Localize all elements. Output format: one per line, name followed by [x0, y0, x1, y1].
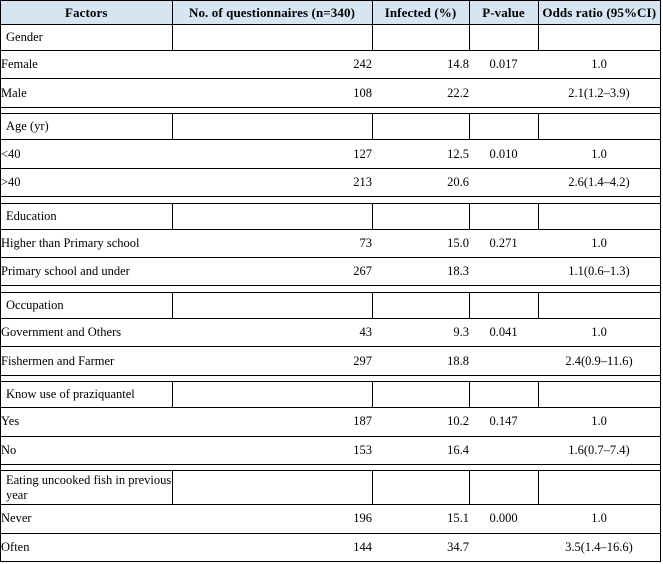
table-header-row	[1, 1, 660, 25]
cell-infected: 20.6	[447, 174, 469, 189]
group-spacer	[372, 292, 469, 318]
table-row	[1, 319, 660, 347]
cell-questionnaires: 213	[353, 174, 372, 189]
group-spacer	[469, 471, 538, 505]
cell-pvalue: 0.041	[469, 319, 538, 347]
group-heading-row	[1, 203, 660, 229]
cell-factor: Yes	[1, 408, 172, 436]
column-header-factors: Factors	[1, 1, 172, 25]
group-spacer	[538, 114, 660, 140]
cell-questionnaires: 153	[353, 442, 372, 457]
cell-factor: Primary school and under	[1, 264, 130, 279]
column-header-pvalue: P-value	[469, 1, 538, 25]
cell-odds-ratio: 1.0	[538, 140, 660, 168]
cell-pvalue	[469, 79, 538, 107]
cell-pvalue: 0.017	[469, 51, 538, 79]
group-spacer	[372, 382, 469, 408]
cell-factor: Government and Others	[1, 319, 172, 347]
column-header-odds-ratio: Odds ratio (95%CI)	[538, 1, 660, 25]
cell-odds-ratio: 1.0	[538, 505, 660, 533]
group-spacer	[372, 471, 469, 505]
table-row	[1, 51, 660, 79]
group-spacer	[372, 25, 469, 51]
table-row	[1, 436, 660, 464]
table-row	[1, 79, 660, 107]
cell-questionnaires: 127	[172, 140, 372, 168]
cell-questionnaires: 297	[353, 353, 372, 368]
table-row	[1, 140, 660, 168]
table-row	[1, 347, 660, 375]
group-spacer	[469, 114, 538, 140]
cell-pvalue	[469, 258, 538, 286]
cell-factor: Female	[1, 51, 172, 79]
risk-factor-table	[1, 1, 660, 561]
group-heading-row	[1, 471, 660, 505]
cell-infected: 18.3	[447, 264, 469, 279]
group-heading-row	[1, 25, 660, 51]
cell-infected: 15.1	[372, 505, 469, 533]
group-spacer	[538, 25, 660, 51]
cell-infected: 18.8	[447, 353, 469, 368]
cell-pvalue	[469, 347, 538, 375]
group-title: Age (yr)	[1, 114, 172, 140]
cell-odds-ratio: 1.0	[538, 408, 660, 436]
cell-infected: 9.3	[372, 319, 469, 347]
table-row	[1, 533, 660, 561]
group-heading-row	[1, 382, 660, 408]
group-spacer	[372, 203, 469, 229]
group-title: Gender	[1, 25, 172, 51]
table-row	[1, 408, 660, 436]
group-spacer	[469, 25, 538, 51]
cell-questionnaires: 144	[353, 539, 372, 554]
cell-factor: Higher than Primary school	[1, 229, 172, 257]
cell-infected: 14.8	[372, 51, 469, 79]
group-spacer	[172, 471, 372, 505]
cell-infected: 12.5	[372, 140, 469, 168]
group-heading-row	[1, 292, 660, 318]
table-row	[1, 229, 660, 257]
cell-factor: Fishermen and Farmer	[1, 353, 115, 368]
cell-odds-ratio: 1.0	[538, 229, 660, 257]
cell-factor: Never	[1, 505, 172, 533]
cell-odds-ratio: 3.5(1.4–16.6)	[565, 539, 633, 554]
group-spacer	[469, 203, 538, 229]
group-spacer	[538, 292, 660, 318]
cell-pvalue: 0.271	[469, 229, 538, 257]
cell-questionnaires: 196	[172, 505, 372, 533]
group-spacer	[469, 382, 538, 408]
group-spacer	[172, 25, 372, 51]
cell-factor: Often	[1, 539, 30, 554]
cell-infected: 34.7	[447, 539, 469, 554]
cell-factor: No	[1, 442, 17, 457]
cell-pvalue: 0.000	[469, 505, 538, 533]
group-spacer	[172, 203, 372, 229]
group-spacer	[469, 292, 538, 318]
cell-odds-ratio: 1.1(0.6–1.3)	[568, 264, 630, 279]
cell-odds-ratio: 2.4(0.9–11.6)	[565, 353, 633, 368]
group-title: Education	[1, 203, 172, 229]
cell-factor: >40	[1, 174, 21, 189]
group-spacer	[172, 292, 372, 318]
cell-pvalue	[469, 168, 538, 196]
group-spacer	[372, 114, 469, 140]
cell-infected: 10.2	[372, 408, 469, 436]
group-spacer	[172, 382, 372, 408]
cell-pvalue: 0.147	[469, 408, 538, 436]
cell-questionnaires: 187	[172, 408, 372, 436]
cell-odds-ratio: 1.0	[538, 51, 660, 79]
table-row	[1, 505, 660, 533]
group-spacer	[538, 382, 660, 408]
cell-factor: <40	[1, 140, 172, 168]
group-spacer	[172, 114, 372, 140]
cell-odds-ratio: 2.1(1.2–3.9)	[568, 85, 630, 100]
group-heading-row	[1, 114, 660, 140]
group-spacer	[538, 471, 660, 505]
cell-pvalue	[469, 436, 538, 464]
cell-infected: 16.4	[447, 442, 469, 457]
cell-questionnaires: 267	[353, 264, 372, 279]
group-spacer	[538, 203, 660, 229]
cell-odds-ratio: 2.6(1.4–4.2)	[568, 174, 630, 189]
cell-pvalue: 0.010	[469, 140, 538, 168]
cell-questionnaires: 43	[172, 319, 372, 347]
cell-odds-ratio: 1.6(0.7–7.4)	[568, 442, 630, 457]
column-header-questionnaires: No. of questionnaires (n=340)	[172, 1, 372, 25]
cell-infected: 15.0	[372, 229, 469, 257]
table-row	[1, 168, 660, 196]
group-title: Occupation	[1, 292, 172, 318]
table-row	[1, 258, 660, 286]
cell-infected: 22.2	[447, 85, 469, 100]
column-header-infected: Infected (%)	[372, 1, 469, 25]
cell-questionnaires: 242	[172, 51, 372, 79]
cell-pvalue	[469, 533, 538, 561]
cell-questionnaires: 73	[172, 229, 372, 257]
group-title: Know use of praziquantel	[1, 382, 172, 408]
group-title: Eating uncooked fish in previous year	[1, 471, 172, 505]
cell-odds-ratio: 1.0	[538, 319, 660, 347]
cell-questionnaires: 108	[353, 85, 372, 100]
cell-factor: Male	[1, 85, 27, 100]
